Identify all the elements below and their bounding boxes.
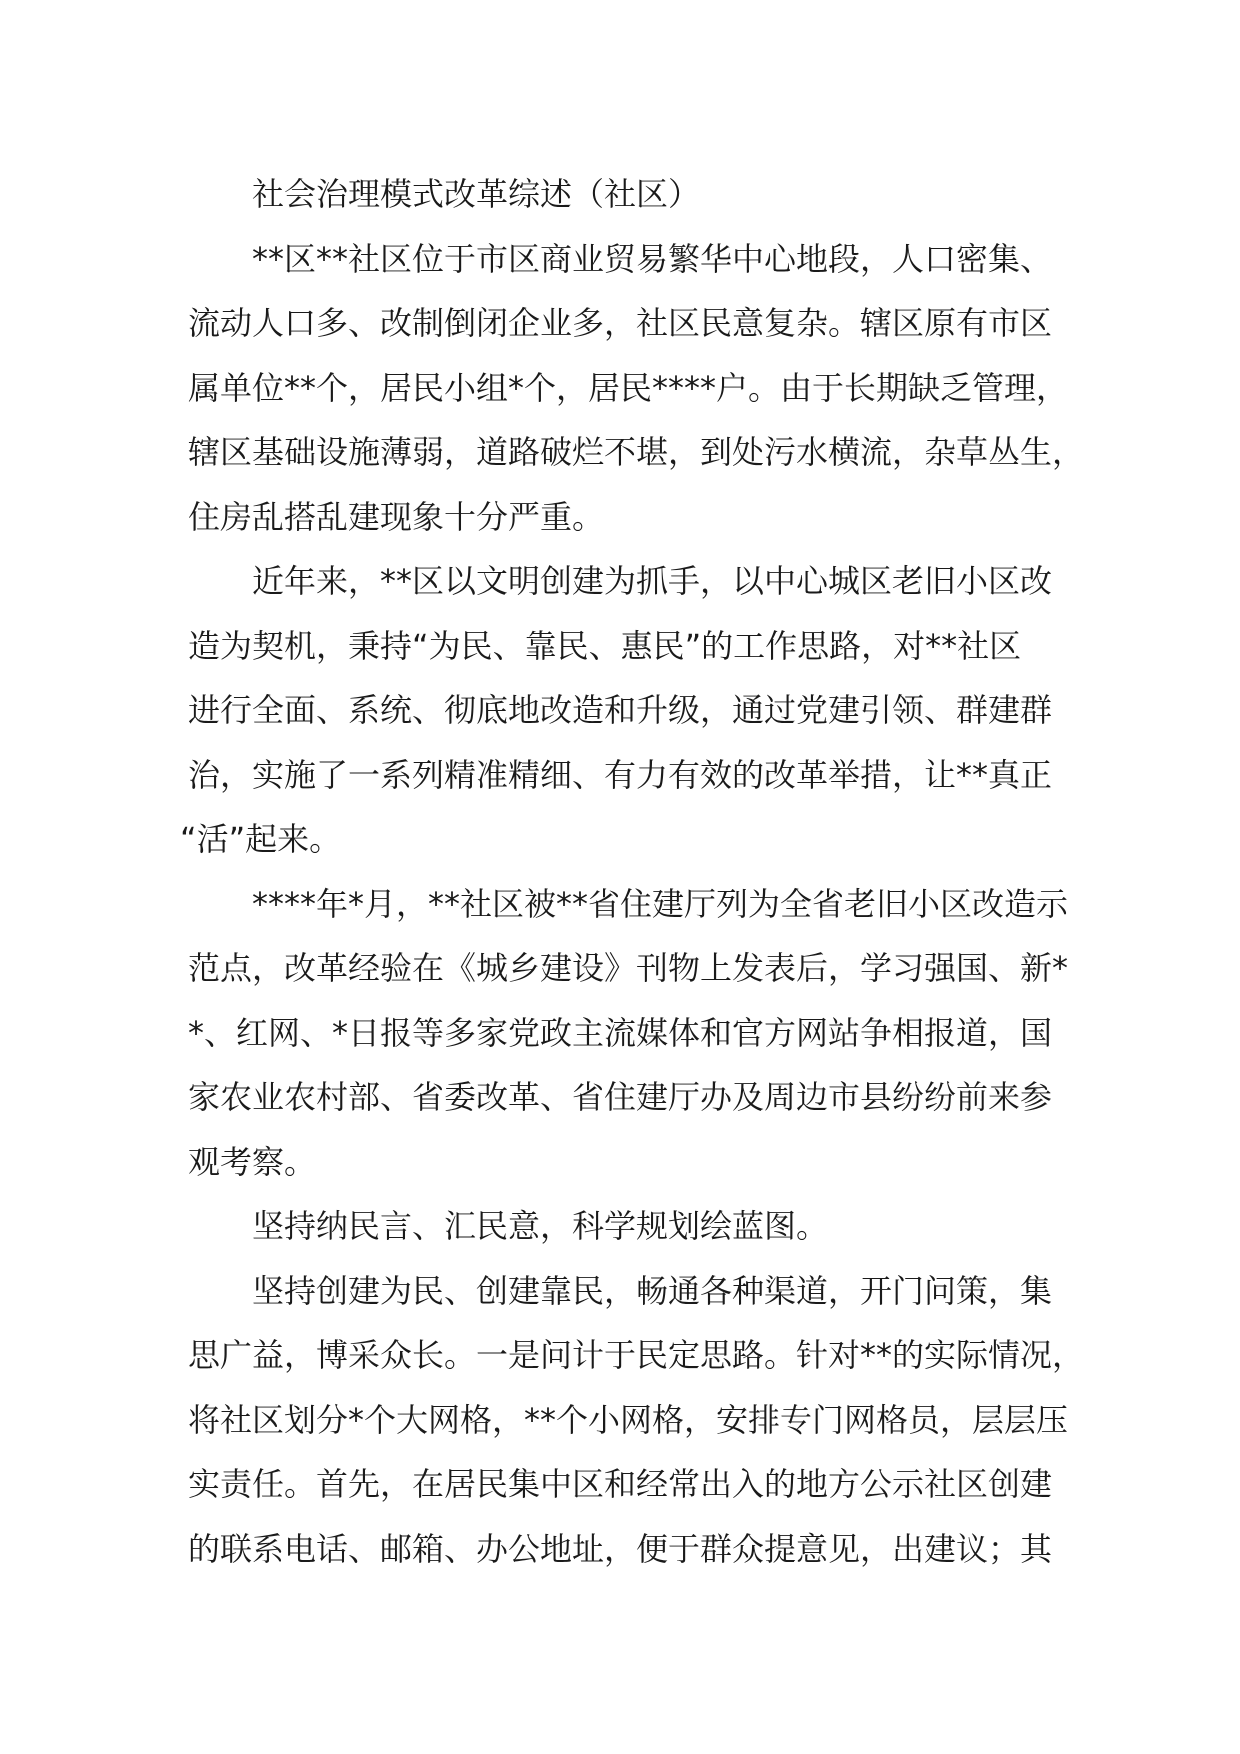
paragraph-line: 近年来，**区以文明创建为抓手，以中心城区老旧小区改: [252, 562, 1053, 600]
paragraph-line: **区**社区位于市区商业贸易繁华中心地段，人口密集、: [252, 239, 1053, 278]
paragraph-line: 属单位**个，居民小组*个，居民****户。由于长期缺乏管理，: [188, 368, 1069, 407]
section-heading-text: 坚持纳民言、汇民意，科学规划绘蓝图。: [252, 1207, 829, 1245]
paragraph-line: 家农业农村部、省委改革、省住建厅办及周边市县纷纷前来参: [188, 1078, 1053, 1116]
paragraph-3: [188, 872, 1088, 1195]
paragraph-line: 将社区划分*个大网格，**个小网格，安排专门网格员，层层压: [188, 1400, 1069, 1439]
paragraph-line: 思广益，博采众长。一是问计于民定思路。针对**的实际情况，: [188, 1336, 1085, 1374]
paragraph-5: [188, 1259, 1088, 1582]
paragraph-1: [188, 227, 1088, 550]
paragraph-line: 范点，改革经验在《城乡建设》刊物上发表后，学习强国、新*: [188, 949, 1069, 987]
paragraph-line: “活”起来。: [180, 820, 342, 858]
paragraph-line: 造为契机，秉持“为民、靠民、惠民”的工作思路，对**社区: [188, 626, 1022, 665]
section-heading: [188, 1194, 1088, 1259]
paragraph-line: 实责任。首先，在居民集中区和经常出入的地方公示社区创建: [188, 1465, 1053, 1503]
paragraph-line: 住房乱搭乱建现象十分严重。: [188, 497, 605, 536]
paragraph-line: *、红网、*日报等多家党政主流媒体和官方网站争相报道，国: [188, 1013, 1053, 1052]
document-title: 社会治理模式改革综述（社区）: [252, 175, 701, 213]
paragraph-line: ****年*月，**社区被**省住建厅列为全省老旧小区改造示: [252, 884, 1069, 923]
paragraph-line: 流动人口多、改制倒闭企业多，社区民意复杂。辖区原有市区: [188, 304, 1053, 342]
paragraph-line: 坚持创建为民、创建靠民，畅通各种渠道，开门问策，集: [252, 1271, 1053, 1310]
paragraph-line: 观考察。: [188, 1142, 317, 1181]
paragraph-line: 的联系电话、邮箱、办公地址，便于群众提意见，出建议；其: [188, 1529, 1053, 1568]
document-body: [180, 162, 1088, 1581]
paragraph-2: [180, 549, 1088, 872]
paragraph-line: 治，实施了一系列精准精细、有力有效的改革举措，让**真正: [188, 755, 1053, 794]
paragraph-line: 进行全面、系统、彻底地改造和升级，通过党建引领、群建群: [188, 691, 1053, 729]
paragraph-line: 辖区基础设施薄弱，道路破烂不堪，到处污水横流，杂草丛生，: [188, 433, 1085, 471]
